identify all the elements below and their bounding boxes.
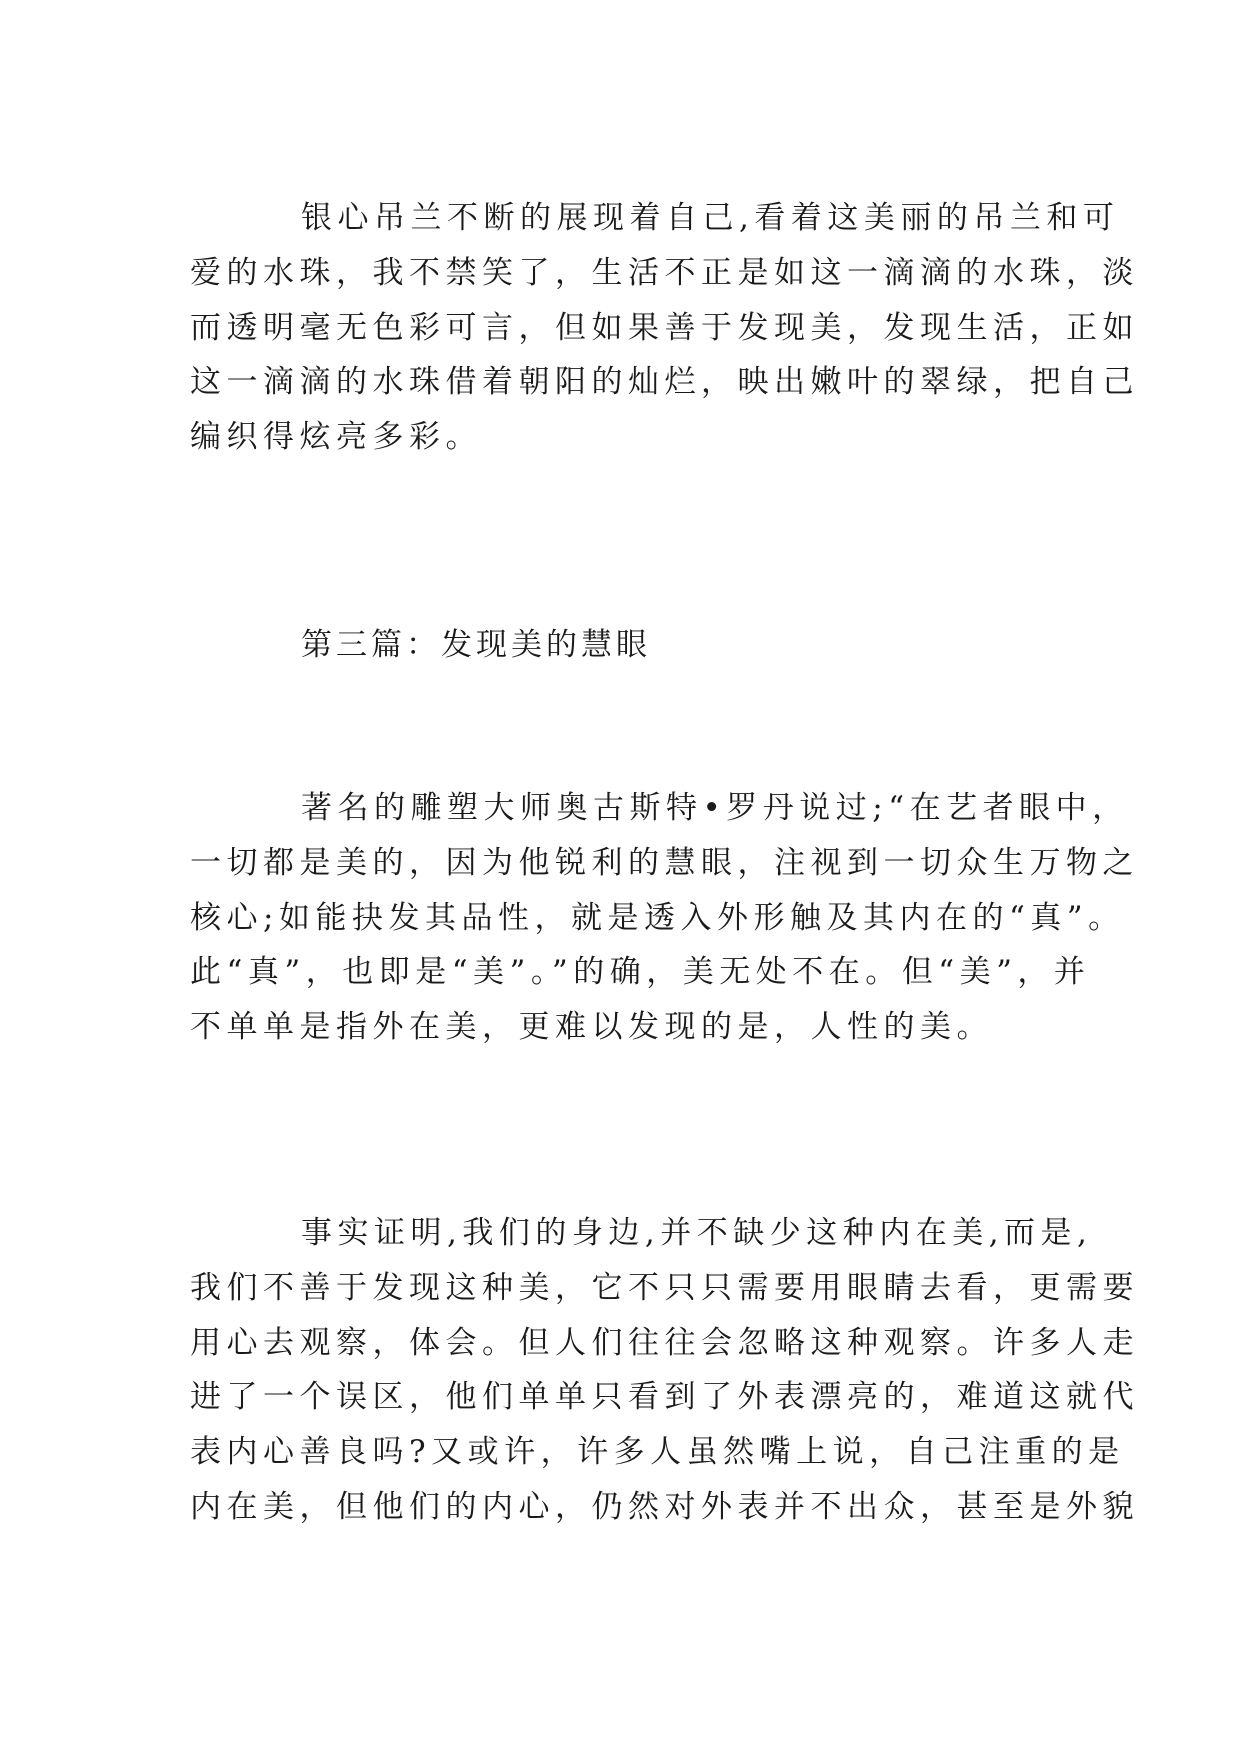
text-line: 银心吊兰不断的展现着自己,看着这美丽的吊兰和可 (301, 200, 1120, 236)
heading-text: 第三篇：发现美的慧眼 (301, 627, 651, 663)
text-line: 事实证明,我们的身边,并不缺少这种内在美,而是, (301, 1215, 1093, 1251)
text-line: 内在美，但他们的内心，仍然对外表并不出众，甚至是外貌 (190, 1489, 1139, 1525)
text-line: 不单单是指外在美，更难以发现的是，人性的美。 (190, 1009, 993, 1045)
text-line: 表内心善良吗?又或许，许多人虽然嘴上说，自己注重的是 (190, 1434, 1125, 1470)
text-line: 这一滴滴的水珠借着朝阳的灿烂，映出嫩叶的翠绿，把自己 (190, 364, 1139, 400)
text-line: 我们不善于发现这种美，它不只只需要用眼睛去看，更需要 (190, 1270, 1139, 1306)
text-line: 著名的雕塑大师奥古斯特•罗丹说过;“在艺者眼中， (301, 790, 1129, 826)
text-line: 用心去观察，体会。但人们往往会忽略这种观察。许多人走 (190, 1325, 1139, 1361)
text-line: 编织得炫亮多彩。 (190, 419, 482, 455)
text-line: 爱的水珠，我不禁笑了，生活不正是如这一滴滴的水珠，淡 (190, 255, 1139, 291)
text-line: 此“真”，也即是“美”。”的确，美无处不在。但“美”，并 (190, 954, 1091, 990)
text-line: 一切都是美的，因为他锐利的慧眼，注视到一切众生万物之 (190, 845, 1139, 881)
text-line: 而透明毫无色彩可言，但如果善于发现美，发现生活，正如 (190, 310, 1139, 346)
text-line: 核心;如能抉发其品性，就是透入外形触及其内在的“真”。 (190, 900, 1125, 936)
text-line: 进了一个误区，他们单单只看到了外表漂亮的，难道这就代 (190, 1379, 1139, 1415)
